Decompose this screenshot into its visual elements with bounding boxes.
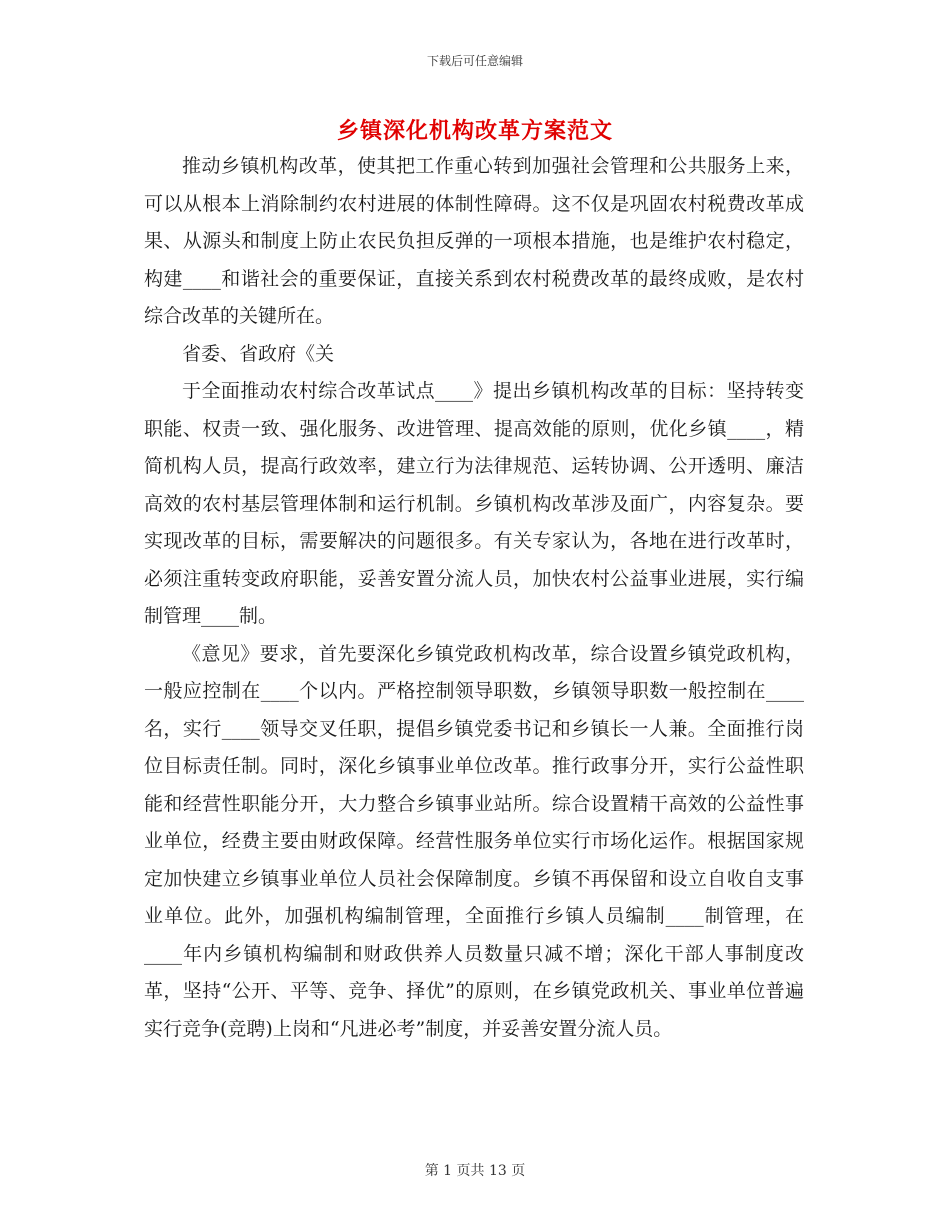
paragraph: 于全面推动农村综合改革试点____》提出乡镇机构改革的目标：坚持转变职能、权责一致、强化服务、改进管理、提高效能的原则，优化乡镇____，精简机构人员，提高行政效率，建立行为法律规范、运转协调、公开透明、廉洁高效的农村基层管理体制和运行机制。乡镇机构改革涉及面广，内容复杂。要实现改革的目标，需要解决的问题很多。有关专家认为，各地在进行改革时，必须注重转变政府职能，妥善安置分流人员，加快农村公益事业进展，实行编制管理____制。 (144, 380, 804, 627)
document-title: 乡镇深化机构改革方案范文 (336, 118, 613, 144)
page-number: 第 1 页共 13 页 (424, 1163, 526, 1179)
paragraph: 推动乡镇机构改革，使其把工作重心转到加强社会管理和公共服务上来，可以从根本上消除制约农村进展的体制性障碍。这不仅是巩固农村税费改革成果、从源头和制度上防止农民负担反弹的一项根本措施，也是维护农村稳定，构建____和谐社会的重要保证，直接关系到农村税费改革的最终成败，是农村综合改革的关键所在。 (144, 155, 804, 327)
page-header-note: 下载后可任意编辑 (426, 54, 523, 68)
paragraph: 省委、省政府《关 (182, 342, 335, 365)
document-body (144, 148, 804, 1048)
paragraph: 《意见》要求，首先要深化乡镇党政机构改革，综合设置乡镇党政机构，一般应控制在____个以内。严格控制领导职数，乡镇领导职数一般控制在____名，实行____领导交叉任职，提倡乡镇党委书记和乡镇长一人兼。全面推行岗位目标责任制。同时，深化乡镇事业单位改革。推行政事分开，实行公益性职能和经营性职能分开，大力整合乡镇事业站所。综合设置精干高效的公益性事业单位，经费主要由财政保障。经营性服务单位实行市场化运作。根据国家规定加快建立乡镇事业单位人员社会保障制度。乡镇不再保留和设立自收自支事业单位。此外，加强机构编制管理，全面推行乡镇人员编制____制管理，在____年内乡镇机构编制和财政供养人员数量只减不增；深化干部人事制度改革，坚持“公开、平等、竞争、择优”的原则，在乡镇党政机关、事业单位普遍实行竞争(竞聘)上岗和“凡进必考”制度，并妥善安置分流人员。 (144, 642, 804, 1040)
